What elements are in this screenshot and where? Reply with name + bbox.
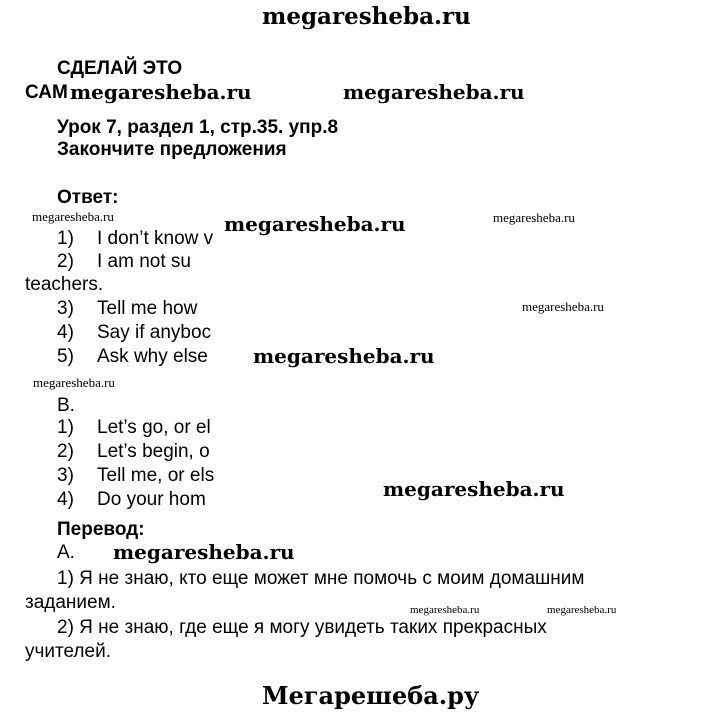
answer-b-line-4: 4) Do your hom — [57, 489, 206, 510]
watermark: megaresheba.ru — [410, 604, 480, 616]
watermark: megaresheba.ru — [113, 540, 295, 564]
translation-line-2: заданием. — [25, 592, 116, 613]
watermark: megaresheba.ru — [33, 375, 115, 390]
watermark: megaresheba.ru — [70, 80, 252, 104]
answer-a-line-5: 5) Ask why else — [57, 346, 208, 367]
answer-a-line-2-cont: teachers. — [25, 274, 104, 295]
answer-a-line-1: 1) I don’t know v — [57, 228, 214, 249]
watermark: megaresheba.ru — [253, 344, 435, 368]
site-header: megaresheba.ru — [262, 3, 471, 30]
watermark: megaresheba.ru — [224, 212, 406, 236]
answer-b-line-1: 1) Let’s go, or el — [57, 417, 211, 438]
footer-title: Мегарешеба.ру — [262, 681, 480, 710]
heading-line1: СДЕЛАЙ ЭТО — [57, 58, 183, 79]
translation-line-3: 2) Я не знаю, где еще я могу увидеть таких прекрасных — [57, 617, 547, 638]
answer-a-line-4: 4) Say if anyboc — [57, 322, 212, 343]
section-b-label: B. — [57, 395, 75, 416]
watermark: megaresheba.ru — [32, 209, 114, 224]
heading-line2: САМ — [25, 82, 68, 103]
translation-label: Перевод: — [57, 519, 145, 540]
watermark: megaresheba.ru — [493, 210, 575, 225]
answer-a-line-3: 3) Tell me how — [57, 298, 198, 319]
watermark: megaresheba.ru — [383, 477, 565, 501]
translation-a-label: А. — [57, 542, 75, 563]
translation-line-1: 1) Я не знаю, кто еще может мне помочь с моим домашним — [57, 568, 585, 589]
watermark: megaresheba.ru — [547, 604, 617, 616]
task-title: Закончите предложения — [57, 139, 287, 160]
answer-b-line-3: 3) Tell me, or els — [57, 465, 215, 486]
answer-label: Ответ: — [57, 187, 119, 208]
watermark: megaresheba.ru — [522, 299, 604, 314]
translation-line-4: учителей. — [25, 641, 111, 662]
watermark: megaresheba.ru — [343, 80, 525, 104]
answer-a-line-2: 2) I am not su — [57, 251, 191, 272]
lesson-title: Урок 7, раздел 1, стр.35. упр.8 — [57, 117, 339, 138]
answer-b-line-2: 2) Let’s begin, o — [57, 441, 210, 462]
